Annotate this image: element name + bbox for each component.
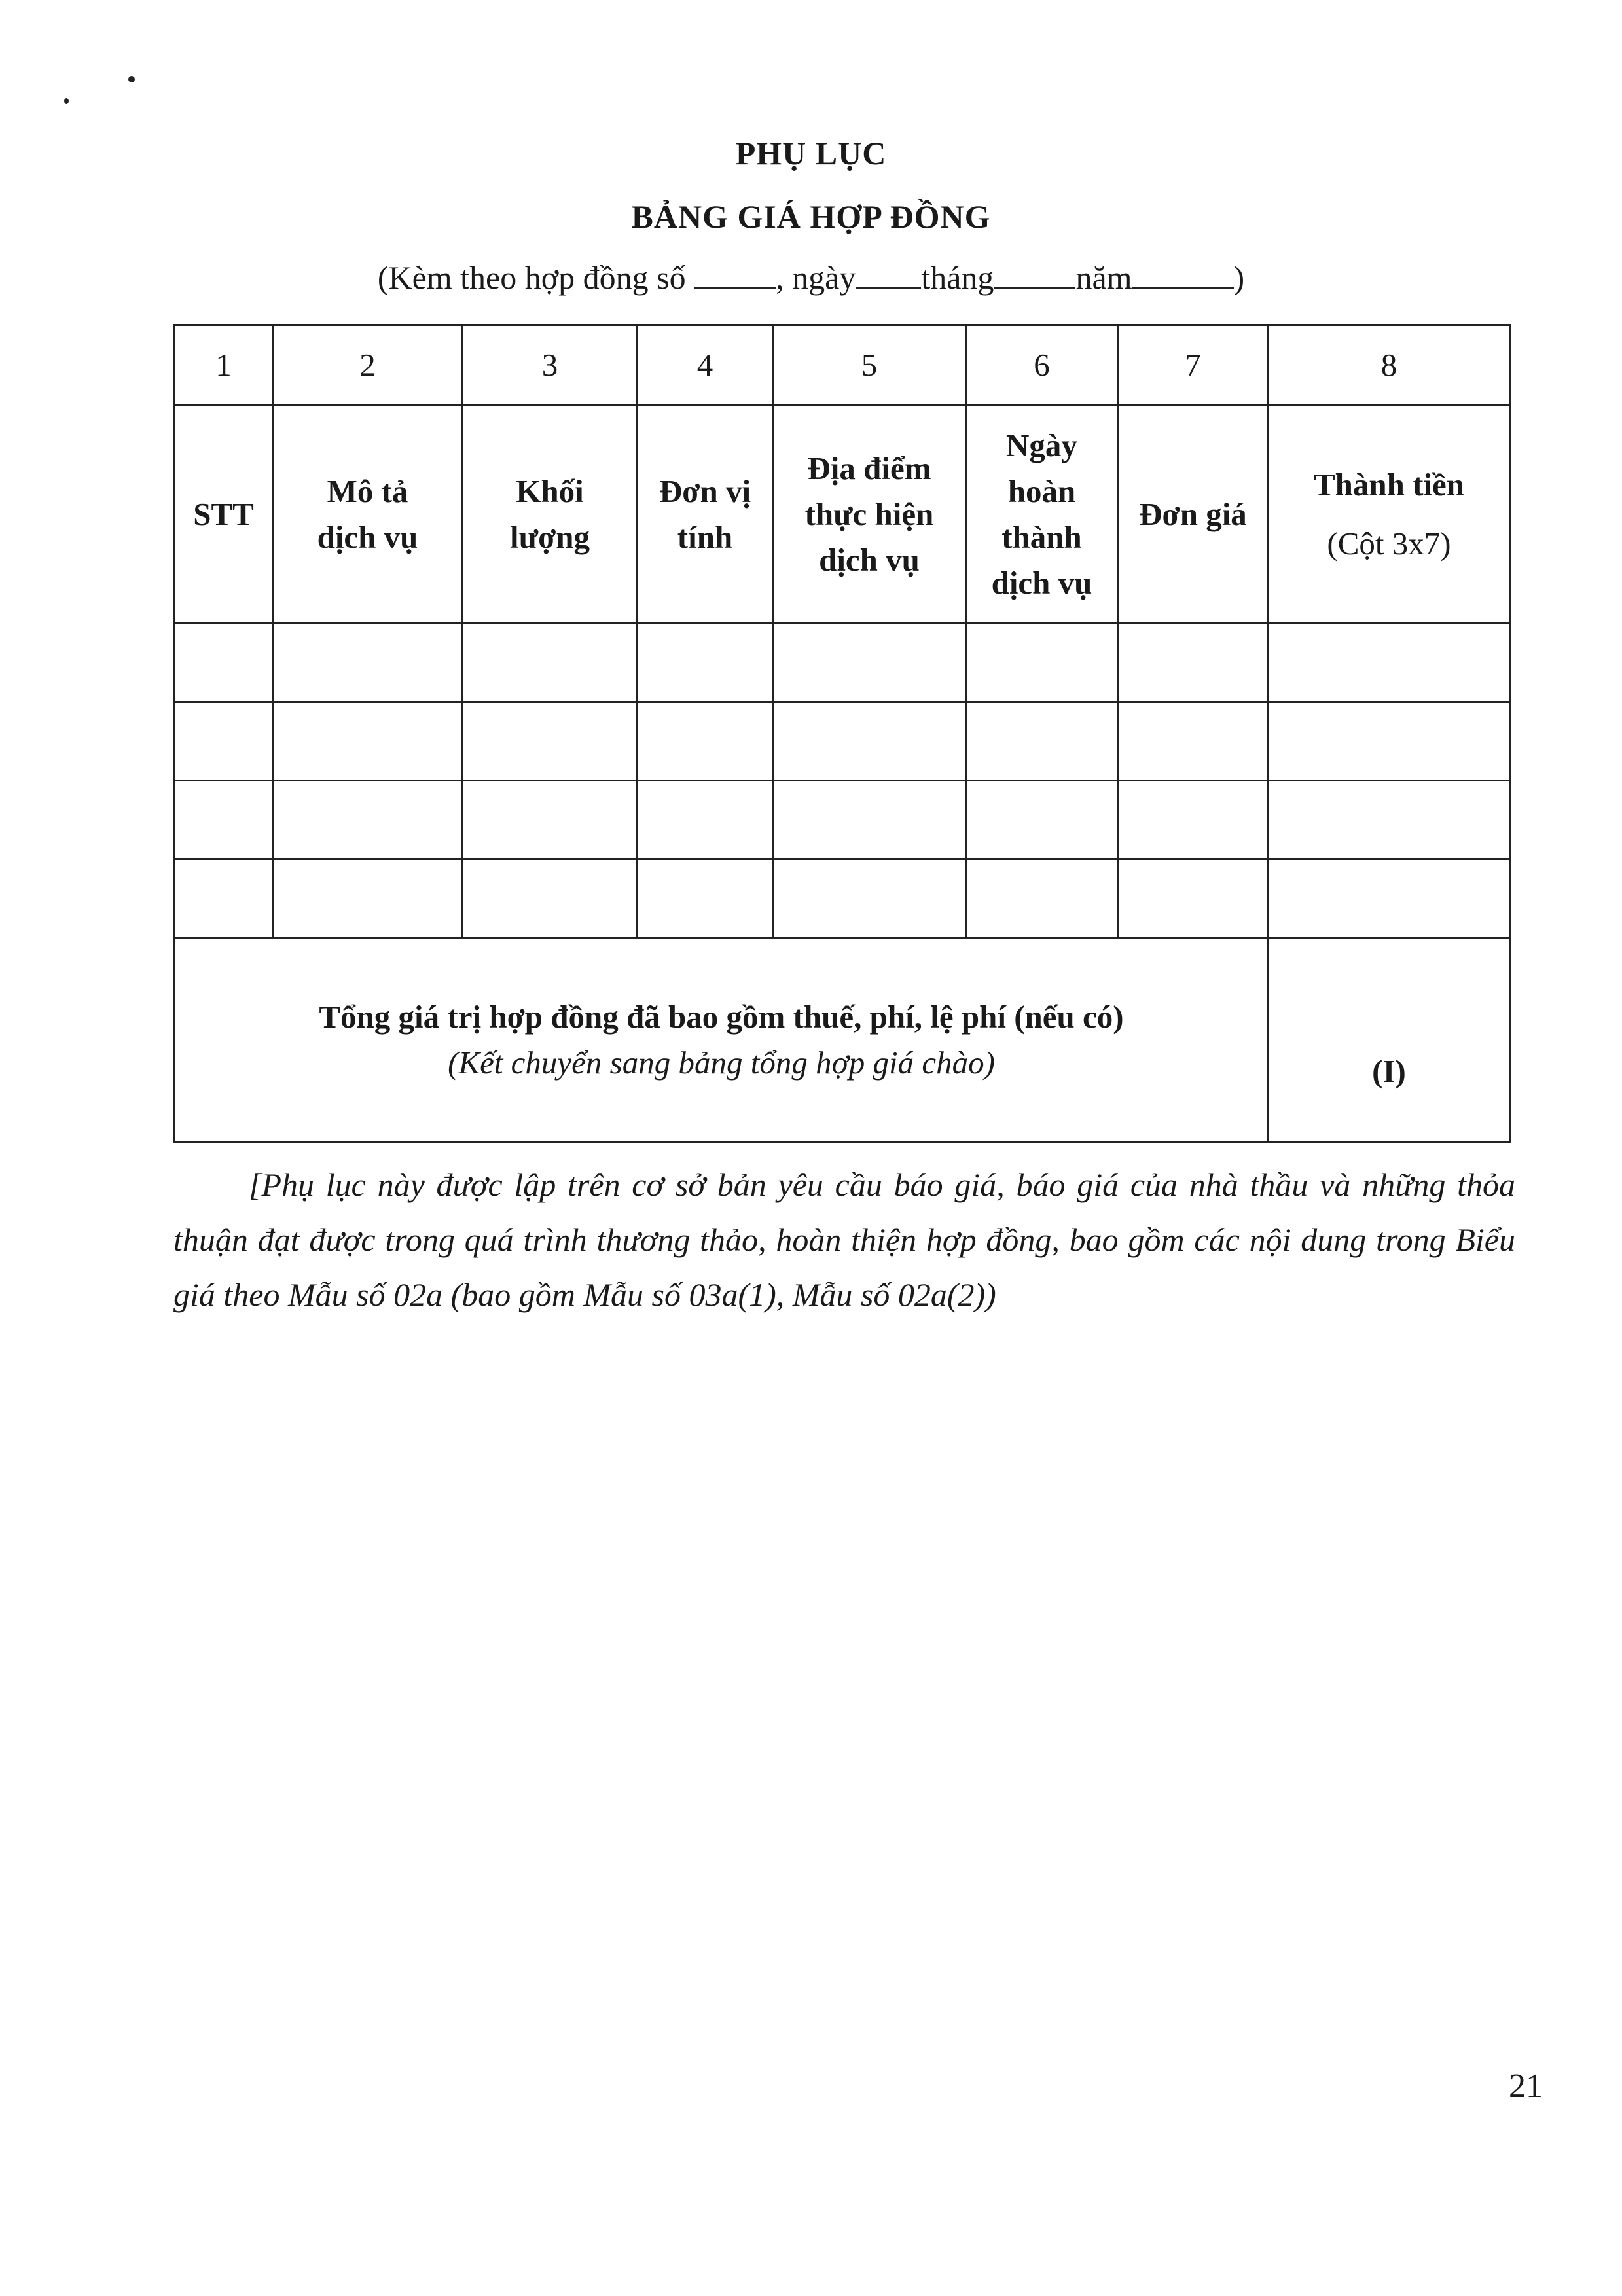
table-row xyxy=(175,859,1510,938)
reference-close: ) xyxy=(1233,259,1245,296)
appendix-note: [Phụ lục này được lập trên cơ sở bản yêu cầu báo giá, báo giá của nhà thầu và những thỏa thuận đạt được trong quá trình thương thảo, hoàn thiện hợp đồng, bao gồm các nội dung trong Biểu giá theo Mẫu số 02a (bao gồm Mẫu số 03a(1), Mẫu số 02a(2)) xyxy=(173,1166,1515,1313)
scan-dot xyxy=(128,76,135,82)
column-number-row xyxy=(175,325,1510,406)
column-number: 4 xyxy=(638,325,773,406)
contract-reference xyxy=(0,259,1622,296)
header-unit-price: Đơn giá xyxy=(1118,406,1269,624)
document-subtitle: BẢNG GIÁ HỢP ĐỒNG xyxy=(631,198,991,235)
column-number: 2 xyxy=(273,325,463,406)
table-cell xyxy=(966,702,1118,781)
total-label-cell xyxy=(175,938,1269,1143)
reference-open: (Kèm theo hợp đồng số xyxy=(377,259,694,296)
total-note: (Kết chuyển sang bảng tổng hợp giá chào) xyxy=(448,1045,995,1081)
table-row xyxy=(175,781,1510,859)
reference-thang: tháng xyxy=(921,259,994,296)
reference-nam: năm xyxy=(1075,259,1132,296)
column-number: 3 xyxy=(463,325,638,406)
table-cell xyxy=(175,702,273,781)
column-number: 5 xyxy=(773,325,966,406)
year-blank xyxy=(1132,261,1234,289)
table-cell xyxy=(1269,624,1510,702)
header-quantity: Khối lượng xyxy=(463,406,638,624)
table-cell xyxy=(966,781,1118,859)
table-cell xyxy=(773,859,966,938)
column-number: 8 xyxy=(1269,325,1510,406)
table-cell xyxy=(273,781,463,859)
table-cell xyxy=(1269,781,1510,859)
table-cell xyxy=(773,781,966,859)
column-number: 1 xyxy=(175,325,273,406)
reference-ngay: , ngày xyxy=(776,259,856,296)
table-cell xyxy=(638,781,773,859)
header-location: Địa điểm thực hiện dịch vụ xyxy=(773,406,966,624)
table-cell xyxy=(1269,702,1510,781)
total-value: (I) xyxy=(1269,938,1510,1143)
table-cell xyxy=(638,624,773,702)
header-completion-date: Ngày hoàn thành dịch vụ xyxy=(966,406,1118,624)
table-cell xyxy=(1118,859,1269,938)
month-blank xyxy=(994,261,1075,289)
table-cell xyxy=(1118,624,1269,702)
table-cell xyxy=(463,624,638,702)
column-number: 6 xyxy=(966,325,1118,406)
table-cell xyxy=(175,624,273,702)
header-amount-note: (Cột 3x7) xyxy=(1327,526,1451,562)
header-description: Mô tả dịch vụ xyxy=(273,406,463,624)
table-cell xyxy=(966,859,1118,938)
table-cell xyxy=(175,859,273,938)
table-cell xyxy=(1269,859,1510,938)
header-amount-label: Thành tiền xyxy=(1313,467,1465,503)
table-cell xyxy=(273,702,463,781)
contract-number-blank xyxy=(694,261,776,289)
header-amount xyxy=(1269,406,1510,624)
header-stt: STT xyxy=(175,406,273,624)
document-title: PHỤ LỤC xyxy=(735,135,887,171)
table-cell xyxy=(773,702,966,781)
table-row xyxy=(175,702,1510,781)
header-row xyxy=(175,406,1510,624)
table-cell xyxy=(638,702,773,781)
page-number: 21 xyxy=(1509,2068,1543,2105)
table-cell xyxy=(273,859,463,938)
table-cell xyxy=(638,859,773,938)
table-cell xyxy=(773,624,966,702)
table-row xyxy=(175,624,1510,702)
price-table xyxy=(173,324,1511,1143)
total-label: Tổng giá trị hợp đồng đã bao gồm thuế, phí, lệ phí (nếu có) xyxy=(319,999,1124,1035)
table-cell xyxy=(1118,781,1269,859)
day-blank xyxy=(856,261,921,289)
table-cell xyxy=(273,624,463,702)
table-cell xyxy=(1118,702,1269,781)
header-unit: Đơn vị tính xyxy=(638,406,773,624)
table-cell xyxy=(463,859,638,938)
scan-dot xyxy=(64,98,69,104)
table-cell xyxy=(463,781,638,859)
table-cell xyxy=(966,624,1118,702)
table-cell xyxy=(175,781,273,859)
column-number: 7 xyxy=(1118,325,1269,406)
total-row xyxy=(175,938,1510,1143)
table-cell xyxy=(463,702,638,781)
